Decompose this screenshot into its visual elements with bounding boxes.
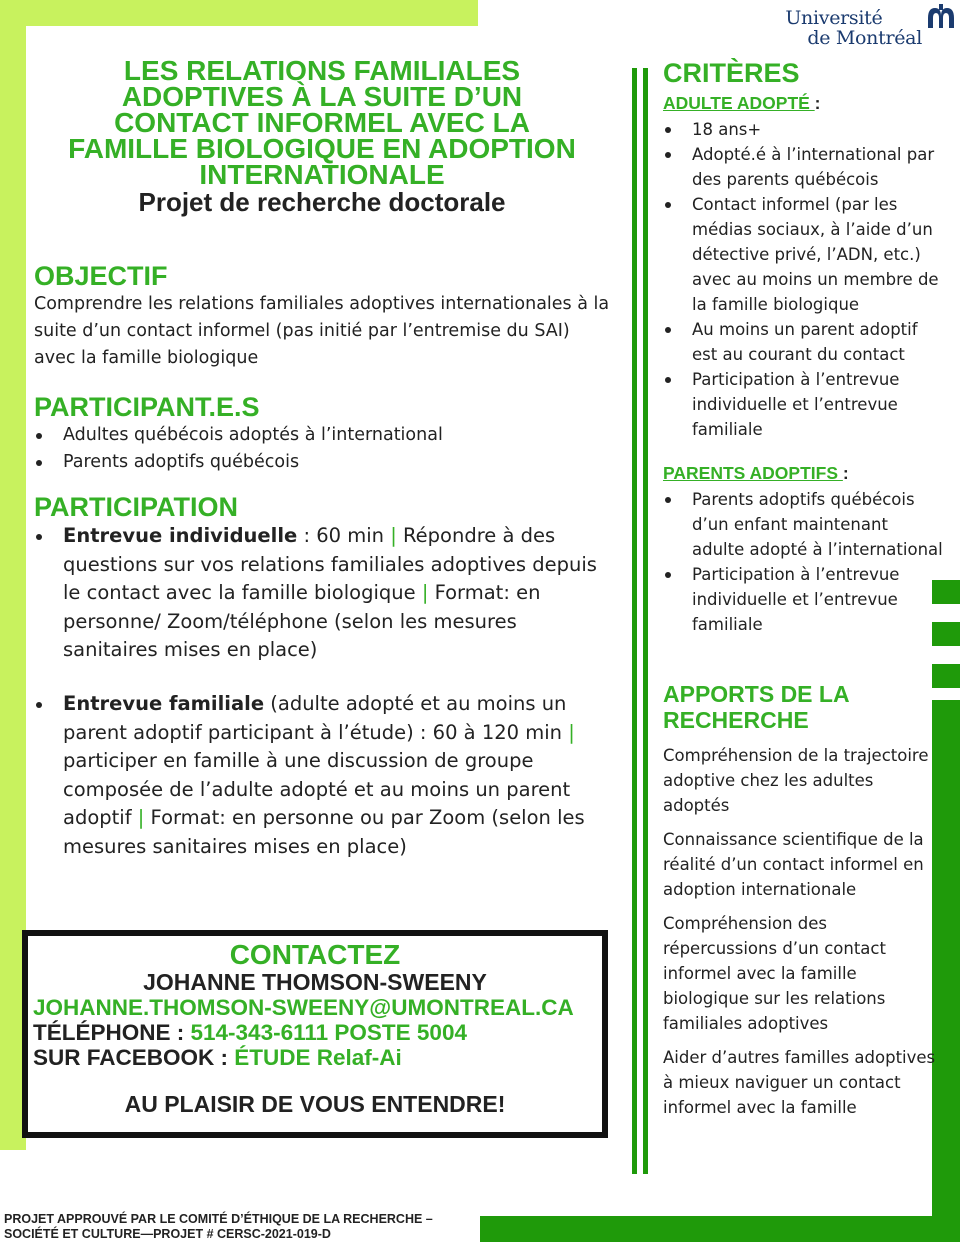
poster-subtitle: Projet de recherche doctorale bbox=[138, 187, 506, 217]
interview-detail: : 60 min bbox=[297, 524, 391, 547]
title-line: ADOPTIVES À LA SUITE D’UN bbox=[121, 81, 523, 112]
participation-list bbox=[34, 522, 616, 862]
list-item: Compréhension de la trajectoire adoptive chez les adultes adoptés bbox=[663, 746, 929, 815]
list-item: Contact informel (par les médias sociaux, à l’aide d’un détective privé, l’ADN, etc.) avec au moins un membre de la famille biologique bbox=[663, 192, 943, 317]
phone-number[interactable]: 514-343-6111 POSTE 5004 bbox=[190, 1020, 467, 1045]
phone-label: TÉLÉPHONE : bbox=[33, 1020, 191, 1045]
subheading-label: PARENTS ADOPTIFS bbox=[663, 463, 843, 483]
ethics-approval-footer bbox=[4, 1212, 474, 1242]
list-item: 18 ans+ bbox=[663, 117, 943, 142]
column-divider bbox=[632, 68, 637, 1174]
interview-type-label: Entrevue familiale bbox=[63, 691, 265, 715]
facebook-page-link[interactable]: ÉTUDE Relaf-Ai bbox=[234, 1045, 402, 1070]
apports-heading bbox=[663, 681, 850, 733]
footer-line: SOCIÉTÉ ET CULTURE—PROJET # CERSC-2021-019-D bbox=[4, 1227, 331, 1241]
adulte-adopte-subheading bbox=[663, 92, 821, 114]
list-item: Participation à l’entrevue individuelle et l’entrevue familiale bbox=[663, 367, 943, 442]
subheading-colon: : bbox=[814, 93, 821, 113]
separator: | bbox=[137, 806, 145, 830]
interview-format: Format: en personne ou par Zoom (selon les mesures sanitaires mises en place) bbox=[63, 806, 585, 858]
university-emblem-icon bbox=[926, 4, 956, 44]
list-item: Au moins un parent adoptif est au courant du contact bbox=[663, 317, 943, 367]
contact-email-link[interactable]: JOHANNE.THOMSON-SWEENY@UMONTREAL.CA bbox=[33, 995, 574, 1020]
list-item bbox=[34, 522, 616, 665]
separator: | bbox=[390, 524, 397, 547]
contact-box bbox=[22, 930, 608, 1138]
bottom-accent-bar bbox=[480, 1216, 960, 1242]
parents-adoptifs-subheading bbox=[663, 462, 849, 484]
logo-line2: de Montréal bbox=[807, 27, 922, 49]
participants-list bbox=[34, 422, 614, 476]
accent-stripe bbox=[932, 664, 960, 688]
subheading-colon: : bbox=[842, 463, 849, 483]
participation-heading: PARTICIPATION bbox=[34, 492, 238, 522]
objectif-text: Comprendre les relations familiales adoptives internationales à la suite d’un contact informel (pas initié par l’entremise du SAI) avec la famille biologique bbox=[34, 294, 610, 368]
list-item: Adultes québécois adoptés à l’international bbox=[34, 422, 614, 449]
objectif-heading: OBJECTIF bbox=[34, 261, 168, 291]
column-divider bbox=[643, 68, 648, 1174]
heading-line: RECHERCHE bbox=[663, 707, 809, 733]
contact-phone bbox=[28, 1020, 602, 1045]
list-item: Aider d’autres familles adoptives à mieux naviguer un contact informel avec la famille bbox=[663, 1048, 936, 1117]
list-item: Parents adoptifs québécois d’un enfant maintenant adulte adopté à l’international bbox=[663, 487, 943, 562]
subheading-label: ADULTE ADOPTÉ bbox=[663, 93, 815, 113]
list-item bbox=[34, 690, 616, 862]
adulte-criteria-list bbox=[663, 117, 943, 442]
parents-criteria-list bbox=[663, 487, 943, 637]
university-logo bbox=[785, 8, 956, 48]
heading-line: APPORTS DE LA bbox=[663, 681, 850, 707]
logo-line1: Université bbox=[785, 7, 883, 29]
separator: | bbox=[421, 581, 429, 605]
contact-facebook bbox=[28, 1045, 602, 1070]
separator: | bbox=[568, 720, 575, 744]
interview-detail: (adulte adopté et au moins un parent adoptif participant à l’étude) : 60 à 120 min bbox=[63, 691, 569, 744]
interview-text: Répondre à des questions sur vos relations familiales adoptives depuis le contact avec la famille biologique bbox=[63, 524, 597, 605]
list-item: Adopté.é à l’international par des parents québécois bbox=[663, 142, 943, 192]
interview-format: Format: en personne/ Zoom/téléphone (selon les mesures sanitaires mises en place) bbox=[63, 581, 541, 662]
facebook-label: SUR FACEBOOK : bbox=[33, 1045, 235, 1070]
interview-type-label: Entrevue individuelle bbox=[63, 524, 298, 547]
poster-title bbox=[34, 55, 610, 190]
top-accent-bar bbox=[0, 0, 478, 26]
list-item: Parents adoptifs québécois bbox=[34, 449, 614, 476]
criteres-heading: CRITÈRES bbox=[663, 58, 800, 88]
title-line: CONTACT INFORMEL AVEC LA bbox=[114, 107, 530, 138]
list-item: Compréhension des répercussions d’un contact informel avec la famille biologique sur les relations familiales adoptives bbox=[663, 914, 886, 1033]
contact-name: JOHANNE THOMSON-SWEENY bbox=[143, 969, 487, 995]
title-line: LES RELATIONS FAMILIALES bbox=[123, 55, 521, 86]
list-item: Participation à l’entrevue individuelle et l’entrevue familiale bbox=[663, 562, 943, 637]
title-line: FAMILLE BIOLOGIQUE EN ADOPTION bbox=[68, 133, 576, 164]
apports-list bbox=[663, 743, 938, 1129]
participants-heading: PARTICIPANT.E.S bbox=[34, 392, 260, 422]
closing-message: AU PLAISIR DE VOUS ENTENDRE! bbox=[124, 1091, 506, 1117]
title-line: INTERNATIONALE bbox=[199, 159, 445, 190]
footer-line: PROJET APPROUVÉ PAR LE COMITÉ D’ÉTHIQUE DE LA RECHERCHE – bbox=[4, 1212, 433, 1226]
list-item: Connaissance scientifique de la réalité d’un contact informel en adoption internationale bbox=[663, 830, 924, 899]
contact-heading: CONTACTEZ bbox=[229, 939, 401, 970]
interview-text: participer en famille à une discussion de groupe composée de l’adulte adopté et au moins un parent adoptif bbox=[63, 749, 571, 830]
